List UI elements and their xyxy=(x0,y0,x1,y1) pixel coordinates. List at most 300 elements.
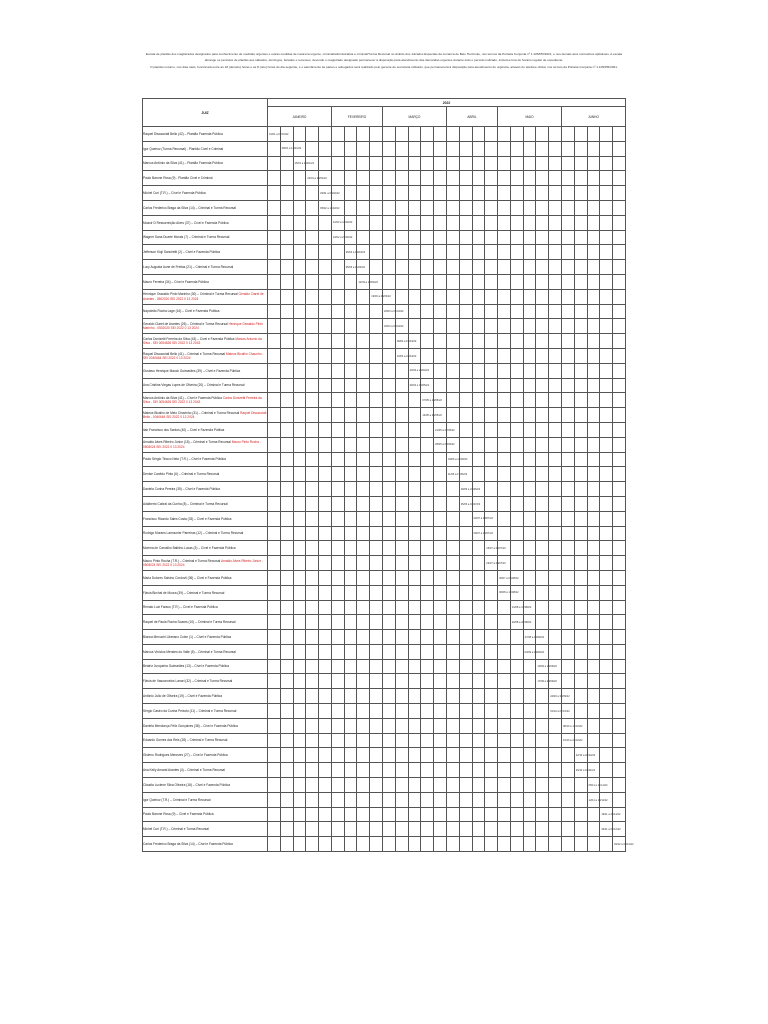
schedule-slot xyxy=(446,127,459,142)
schedule-slot xyxy=(306,704,319,719)
schedule-slot xyxy=(357,615,370,630)
schedule-slot xyxy=(357,837,370,852)
schedule-slot xyxy=(613,689,626,704)
schedule-slot xyxy=(395,393,408,408)
schedule-slot xyxy=(472,718,485,733)
schedule-slot xyxy=(331,615,344,630)
schedule-slot xyxy=(600,763,613,778)
judge-cell xyxy=(143,393,268,408)
table-row xyxy=(143,127,626,142)
duty-period: 29/10 a 04/11/22 xyxy=(575,768,596,772)
schedule-slot xyxy=(331,511,344,526)
judge-cell xyxy=(143,526,268,541)
schedule-slot xyxy=(395,556,408,571)
schedule-slot xyxy=(459,689,472,704)
schedule-slot xyxy=(370,585,383,600)
duty-period: 16/04 a 22/04/22 xyxy=(396,354,417,358)
schedule-slot xyxy=(421,837,434,852)
schedule-slot xyxy=(446,378,459,393)
schedule-slot xyxy=(383,348,396,363)
schedule-slot xyxy=(280,230,293,245)
schedule-slot xyxy=(574,156,587,171)
schedule-slot xyxy=(523,200,536,215)
duty-period: 23/04 a 29/04/22 xyxy=(409,369,430,373)
schedule-slot xyxy=(395,674,408,689)
duty-period: 26/11 a 02/12/22 xyxy=(601,828,621,832)
schedule-slot xyxy=(344,437,357,452)
schedule-slot xyxy=(613,748,626,763)
schedule-slot xyxy=(485,496,498,511)
schedule-slot xyxy=(536,422,549,437)
schedule-slot xyxy=(383,274,396,289)
schedule-slot xyxy=(344,452,357,467)
table-row xyxy=(143,585,626,600)
schedule-slot xyxy=(446,230,459,245)
schedule-slot xyxy=(510,600,532,615)
schedule-slot xyxy=(306,659,319,674)
schedule-slot xyxy=(446,526,459,541)
table-row xyxy=(143,393,626,408)
schedule-slot xyxy=(293,156,315,171)
schedule-slot xyxy=(306,437,319,452)
schedule-slot xyxy=(395,778,408,793)
schedule-slot xyxy=(472,600,485,615)
schedule-slot xyxy=(498,585,519,600)
schedule-slot xyxy=(383,215,396,230)
schedule-slot xyxy=(459,186,472,201)
schedule-slot xyxy=(383,570,396,585)
schedule-slot xyxy=(613,215,626,230)
judge-cell xyxy=(143,452,268,467)
schedule-slot xyxy=(587,186,600,201)
schedule-slot xyxy=(408,718,421,733)
schedule-slot xyxy=(485,127,498,142)
schedule-slot xyxy=(574,718,587,733)
table-row xyxy=(143,659,626,674)
schedule-slot xyxy=(357,689,370,704)
schedule-slot xyxy=(510,541,523,556)
schedule-slot xyxy=(485,393,498,408)
schedule-slot xyxy=(613,289,626,304)
schedule-slot xyxy=(421,748,434,763)
schedule-slot xyxy=(421,807,434,822)
schedule-slot xyxy=(383,674,396,689)
judge-name: Napoleão Rocha Lage (16) – Cível e Fazenda Pública xyxy=(143,309,220,314)
schedule-slot xyxy=(523,763,536,778)
judge-name: Beatriz Junqueira Guimarães (13) – Cível e Fazenda Pública xyxy=(143,664,229,669)
schedule-slot xyxy=(574,496,587,511)
schedule-slot xyxy=(268,526,281,541)
schedule-slot xyxy=(280,763,293,778)
schedule-slot xyxy=(536,733,549,748)
schedule-slot xyxy=(613,141,626,156)
schedule-slot xyxy=(268,585,281,600)
schedule-slot xyxy=(306,452,319,467)
judge-cell xyxy=(143,733,268,748)
schedule-slot xyxy=(421,304,434,319)
schedule-slot xyxy=(485,422,498,437)
schedule-slot xyxy=(395,748,408,763)
schedule-slot xyxy=(331,718,344,733)
schedule-slot xyxy=(446,156,459,171)
schedule-slot xyxy=(293,496,306,511)
schedule-slot xyxy=(357,348,370,363)
schedule-slot xyxy=(510,393,523,408)
schedule-slot xyxy=(306,274,319,289)
schedule-slot xyxy=(370,674,383,689)
schedule-slot xyxy=(536,319,549,334)
schedule-slot xyxy=(549,156,562,171)
schedule-slot xyxy=(331,570,344,585)
schedule-slot xyxy=(574,807,587,822)
schedule-slot xyxy=(395,644,408,659)
table-row xyxy=(143,482,626,497)
table-row xyxy=(143,763,626,778)
judge-cell xyxy=(143,437,268,452)
schedule-slot xyxy=(561,156,574,171)
schedule-slot xyxy=(561,689,574,704)
schedule-slot xyxy=(306,156,319,171)
judge-cell xyxy=(143,127,268,142)
schedule-slot xyxy=(357,496,370,511)
schedule-slot xyxy=(370,274,383,289)
schedule-slot xyxy=(280,822,293,837)
schedule-slot xyxy=(319,674,332,689)
schedule-slot xyxy=(523,186,536,201)
schedule-slot xyxy=(536,171,549,186)
schedule-slot xyxy=(344,659,357,674)
schedule-slot xyxy=(344,319,357,334)
schedule-slot xyxy=(306,245,319,260)
schedule-slot xyxy=(268,822,281,837)
schedule-slot xyxy=(600,556,613,571)
duty-period: 12/11 a 18/11/22 xyxy=(588,798,608,802)
schedule-slot xyxy=(536,452,549,467)
schedule-slot xyxy=(600,171,613,186)
schedule-slot xyxy=(561,186,574,201)
schedule-slot xyxy=(472,319,485,334)
schedule-slot xyxy=(421,141,434,156)
schedule-slot xyxy=(319,186,340,201)
schedule-slot xyxy=(421,570,434,585)
schedule-slot xyxy=(293,585,306,600)
schedule-slot xyxy=(587,319,600,334)
schedule-slot xyxy=(421,467,434,482)
schedule-slot xyxy=(459,556,472,571)
schedule-slot xyxy=(331,748,344,763)
schedule-slot xyxy=(408,585,421,600)
schedule-slot xyxy=(306,171,327,186)
schedule-slot xyxy=(485,274,498,289)
schedule-slot xyxy=(344,393,357,408)
schedule-slot xyxy=(498,570,519,585)
schedule-slot xyxy=(395,541,408,556)
schedule-slot xyxy=(472,200,485,215)
schedule-slot xyxy=(408,171,421,186)
schedule-slot xyxy=(587,644,600,659)
schedule-slot xyxy=(459,807,472,822)
judge-name: Daniela Cunha Pereira (35) – Cível e Fazenda Pública xyxy=(143,486,220,491)
schedule-slot xyxy=(268,437,281,452)
schedule-slot xyxy=(574,763,596,778)
schedule-slot xyxy=(498,141,511,156)
intro-text xyxy=(142,52,626,73)
schedule-slot xyxy=(510,585,523,600)
schedule-slot xyxy=(472,526,493,541)
schedule-slot xyxy=(561,378,574,393)
schedule-slot xyxy=(459,704,472,719)
schedule-slot xyxy=(357,186,370,201)
schedule-slot xyxy=(280,319,293,334)
schedule-slot xyxy=(408,319,421,334)
schedule-slot xyxy=(383,615,396,630)
schedule-slot xyxy=(395,659,408,674)
schedule-slot xyxy=(344,556,357,571)
schedule-slot xyxy=(383,319,404,334)
schedule-slot xyxy=(523,659,536,674)
schedule-slot xyxy=(357,585,370,600)
schedule-slot xyxy=(293,319,306,334)
schedule-slot xyxy=(536,556,549,571)
schedule-slot xyxy=(498,541,511,556)
schedule-slot xyxy=(383,334,396,349)
table-row xyxy=(143,644,626,659)
schedule-slot xyxy=(523,615,536,630)
schedule-slot xyxy=(306,511,319,526)
schedule-slot xyxy=(331,807,344,822)
schedule-slot xyxy=(549,763,562,778)
schedule-slot xyxy=(268,556,281,571)
schedule-slot xyxy=(344,156,357,171)
schedule-slot xyxy=(472,378,485,393)
schedule-slot xyxy=(319,822,332,837)
schedule-slot xyxy=(472,689,485,704)
judge-cell xyxy=(143,467,268,482)
schedule-slot xyxy=(331,467,344,482)
schedule-slot xyxy=(306,467,319,482)
schedule-slot xyxy=(293,792,306,807)
schedule-slot xyxy=(357,748,370,763)
judge-name: Cláudia Luciene Silva Oliveira (18) – Cível e Fazenda Pública xyxy=(143,782,230,787)
schedule-slot xyxy=(370,363,383,378)
schedule-slot xyxy=(561,659,574,674)
schedule-slot xyxy=(344,289,357,304)
schedule-slot xyxy=(510,408,523,423)
schedule-slot xyxy=(268,482,281,497)
schedule-slot xyxy=(613,363,626,378)
judge-name: Flávia de Vasconcelos Lanari (32) – Criminal e Turma Recursal xyxy=(143,679,233,684)
schedule-slot xyxy=(446,615,459,630)
schedule-slot xyxy=(587,570,600,585)
schedule-slot xyxy=(459,215,472,230)
schedule-slot xyxy=(331,141,344,156)
schedule-slot xyxy=(549,615,562,630)
schedule-slot xyxy=(523,422,536,437)
schedule-slot xyxy=(498,452,511,467)
schedule-slot xyxy=(510,822,523,837)
schedule-slot xyxy=(331,704,344,719)
schedule-slot xyxy=(344,674,357,689)
schedule-slot xyxy=(306,496,319,511)
schedule-slot xyxy=(421,393,442,408)
substitution-note: Henrique Oswaldo Pinto Marinho - 0502020 SEI 2022 0 13 2024 xyxy=(143,322,263,331)
schedule-slot xyxy=(510,630,523,645)
schedule-slot xyxy=(408,304,421,319)
schedule-slot xyxy=(357,807,370,822)
schedule-slot xyxy=(306,186,319,201)
schedule-slot xyxy=(357,274,378,289)
schedule-slot xyxy=(421,319,434,334)
schedule-slot xyxy=(561,348,574,363)
schedule-slot xyxy=(549,644,562,659)
schedule-slot xyxy=(459,718,472,733)
table-row xyxy=(143,467,626,482)
schedule-slot xyxy=(523,482,536,497)
duty-period: 30/07 a 05/08/22 xyxy=(499,576,519,580)
schedule-slot xyxy=(280,260,293,275)
schedule-slot xyxy=(293,541,306,556)
schedule-slot xyxy=(485,822,498,837)
schedule-slot xyxy=(523,156,536,171)
schedule-slot xyxy=(498,748,511,763)
schedule-slot xyxy=(319,644,332,659)
table-row xyxy=(143,615,626,630)
schedule-slot xyxy=(549,141,562,156)
schedule-slot xyxy=(383,600,396,615)
schedule-slot xyxy=(485,348,498,363)
judge-cell xyxy=(143,511,268,526)
schedule-slot xyxy=(561,334,574,349)
schedule-slot xyxy=(357,556,370,571)
schedule-slot xyxy=(434,615,447,630)
schedule-slot xyxy=(574,230,587,245)
schedule-slot xyxy=(613,763,626,778)
schedule-slot xyxy=(344,304,357,319)
schedule-slot xyxy=(421,186,434,201)
schedule-slot xyxy=(600,378,613,393)
schedule-slot xyxy=(523,245,536,260)
schedule-slot xyxy=(459,837,472,852)
schedule-slot xyxy=(446,644,459,659)
schedule-slot xyxy=(370,260,383,275)
schedule-slot xyxy=(421,156,434,171)
schedule-slot xyxy=(574,585,587,600)
schedule-slot xyxy=(587,200,600,215)
schedule-slot xyxy=(613,482,626,497)
schedule-slot xyxy=(574,260,587,275)
schedule-slot xyxy=(306,689,319,704)
schedule-slot xyxy=(498,822,511,837)
schedule-slot xyxy=(587,156,600,171)
schedule-slot xyxy=(319,556,332,571)
duty-period: 15/10 a 21/10/22 xyxy=(562,739,583,743)
schedule-slot xyxy=(485,585,498,600)
schedule-slot xyxy=(280,334,293,349)
schedule-slot xyxy=(370,171,383,186)
schedule-slot xyxy=(472,171,485,186)
schedule-slot xyxy=(395,319,408,334)
schedule-slot xyxy=(549,215,562,230)
schedule-slot xyxy=(434,822,447,837)
schedule-slot xyxy=(613,496,626,511)
schedule-slot xyxy=(536,363,549,378)
judge-name: Marcus Vinícius Mendes do Valle (5) – Criminal e Turma Recursal xyxy=(143,649,236,654)
judge-name: Renato Luiz Faraco (T.R.) – Cível e Fazenda Pública xyxy=(143,605,218,610)
schedule-slot xyxy=(421,659,434,674)
schedule-slot xyxy=(383,763,396,778)
schedule-slot xyxy=(331,778,344,793)
schedule-slot xyxy=(523,674,536,689)
schedule-slot xyxy=(561,393,574,408)
schedule-slot xyxy=(613,837,634,852)
schedule-slot xyxy=(280,792,293,807)
schedule-slot xyxy=(510,778,523,793)
schedule-slot xyxy=(523,171,536,186)
schedule-slot xyxy=(574,363,587,378)
schedule-slot xyxy=(370,496,383,511)
schedule-slot xyxy=(574,733,587,748)
schedule-slot xyxy=(293,186,306,201)
judge-cell xyxy=(143,200,268,215)
schedule-slot xyxy=(600,319,613,334)
schedule-slot xyxy=(459,156,472,171)
schedule-slot xyxy=(383,200,396,215)
schedule-slot xyxy=(549,200,562,215)
schedule-slot xyxy=(268,748,281,763)
schedule-slot xyxy=(587,496,600,511)
schedule-slot xyxy=(600,541,613,556)
schedule-slot xyxy=(293,778,306,793)
judge-cell xyxy=(143,141,268,156)
schedule-slot xyxy=(536,334,549,349)
schedule-slot xyxy=(370,837,383,852)
schedule-slot xyxy=(510,482,523,497)
schedule-slot xyxy=(587,704,600,719)
schedule-slot xyxy=(523,304,536,319)
schedule-slot xyxy=(408,733,421,748)
schedule-slot xyxy=(395,704,408,719)
schedule-slot xyxy=(357,482,370,497)
schedule-slot xyxy=(561,274,574,289)
schedule-slot xyxy=(319,378,332,393)
schedule-slot xyxy=(357,600,370,615)
schedule-slot xyxy=(485,644,498,659)
schedule-slot xyxy=(268,319,281,334)
schedule-slot xyxy=(561,792,574,807)
schedule-slot xyxy=(395,600,408,615)
schedule-slot xyxy=(331,348,344,363)
schedule-slot xyxy=(498,289,511,304)
schedule-slot xyxy=(510,570,523,585)
schedule-slot xyxy=(383,141,396,156)
schedule-slot xyxy=(268,230,281,245)
schedule-slot xyxy=(408,245,421,260)
schedule-slot xyxy=(574,748,596,763)
schedule-slot xyxy=(306,393,319,408)
schedule-slot xyxy=(587,141,600,156)
schedule-slot xyxy=(613,822,626,837)
schedule-slot xyxy=(319,408,332,423)
schedule-slot xyxy=(344,807,357,822)
schedule-slot xyxy=(523,363,536,378)
schedule-slot xyxy=(536,304,549,319)
schedule-slot xyxy=(510,319,523,334)
schedule-slot xyxy=(408,763,421,778)
schedule-slot xyxy=(523,319,536,334)
schedule-slot xyxy=(331,363,344,378)
schedule-slot xyxy=(370,526,383,541)
schedule-slot xyxy=(268,467,281,482)
